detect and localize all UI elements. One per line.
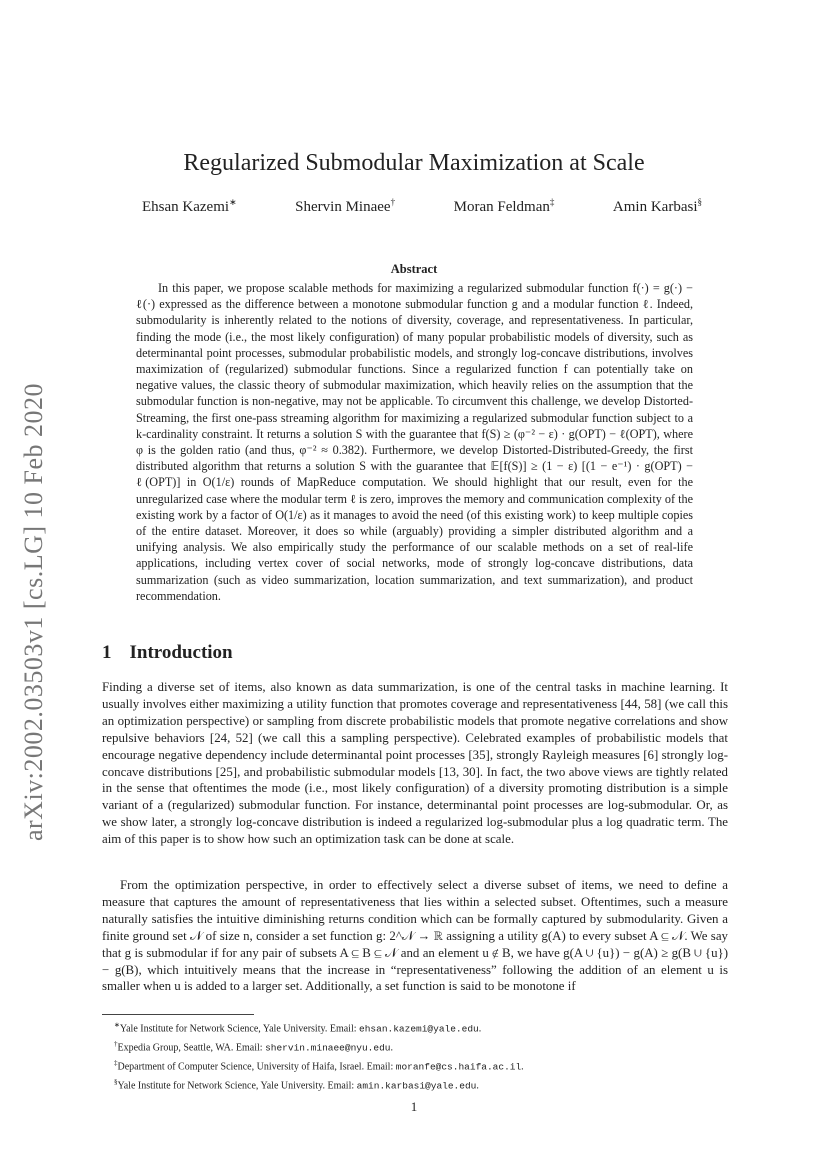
footnote: ∗Yale Institute for Network Science, Yale University. Email: ehsan.kazemi@yale.edu. xyxy=(114,1021,482,1035)
author: Amin Karbasi§ xyxy=(612,197,702,215)
footnotes xyxy=(114,1018,524,1094)
section-title: Introduction xyxy=(129,642,233,663)
footnote-rule xyxy=(102,1014,254,1015)
paper-title: Regularized Submodular Maximization at Scale xyxy=(183,150,645,176)
author-list xyxy=(142,197,702,216)
page-number: 1 xyxy=(410,1099,418,1114)
author: Moran Feldman‡ xyxy=(453,197,555,215)
section-heading xyxy=(102,642,233,664)
arxiv-identifier: arXiv:2002.03503v1 [cs.LG] 10 Feb 2020 xyxy=(19,382,48,842)
section-number: 1 xyxy=(102,642,112,663)
author: Ehsan Kazemi∗ xyxy=(142,197,237,215)
email-link[interactable]: shervin.minaee@nyu.edu xyxy=(265,1042,391,1054)
footnote: ‡Department of Computer Science, University of Haifa, Israel. Email: moranfe@cs.haifa.ac.il. xyxy=(114,1058,524,1073)
email-link[interactable]: amin.karbasi@yale.edu xyxy=(356,1080,477,1092)
intro-paragraph-1: Finding a diverse set of items, also known as data summarization, is one of the central tasks in machine learning. It usually involves either maximizing a utility function that promotes coverage and representativeness [44, 58] (we call this an optimization perspective) or sampling from discrete probabilistic models that promote negative correlations and show repulsive behaviors [24, 52] (we call this a sampling perspective). Celebrated examples of probabilistic models that encourage negative dependency include determinantal point processes [35], strongly Rayleigh measures [6] strongly log-concave distributions [25], and probabilistic submodular models [13, 30]. In fact, the two above views are tightly related in the sense that oftentimes the mode (i.e., most likely configuration) of a diversity promoting distribution is a simple variant of a (regularized) submodular function. For instance, determinantal point processes are log-submodular. Or, as we show later, a strongly log-concave distribution is indeed a regularized log-submodular plus a log quadratic term. The aim of this paper is to show how such an optimization task can be done at scale. xyxy=(102,680,728,847)
email-link[interactable]: ehsan.kazemi@yale.edu xyxy=(359,1023,479,1035)
abstract-heading: Abstract xyxy=(390,262,438,276)
footnote: §Yale Institute for Network Science, Yale University. Email: amin.karbasi@yale.edu. xyxy=(114,1077,479,1092)
email-link[interactable]: moranfe@cs.haifa.ac.il xyxy=(395,1061,522,1073)
author: Shervin Minaee† xyxy=(295,197,396,215)
arxiv-sidebar-stamp xyxy=(14,372,54,852)
intro-paragraph-2: From the optimization perspective, in order to effectively select a diverse subset of items, we need to define a measure that captures the amount of representativeness that lies within a selected subset. Oftentimes, such a measure naturally satisfies the intuitive diminishing returns condition which can be formally captured by submodularity. Given a finite ground set 𝒩 of size n, consider a set function g: 2^𝒩 → ℝ assigning a utility g(A) to every subset A ⊆ 𝒩. We say that g is submodular if for any pair of subsets A ⊆ B ⊆ 𝒩 and an element u ∉ B, we have g(A ∪ {u}) − g(A) ≥ g(B ∪ {u}) − g(B), which intuitively means that the increase in “representativeness” following the addition of an element u is smaller when u is added to a larger set. Additionally, a set function is said to be monotone if xyxy=(102,878,728,994)
footnote: †Expedia Group, Seattle, WA. Email: shervin.minaee@nyu.edu. xyxy=(114,1039,393,1054)
abstract-text: In this paper, we propose scalable methods for maximizing a regularized submodular function f(·) = g(·) − ℓ(·) expressed as the difference between a monotone submodular function g and a modular function ℓ. Indeed, submodularity is inherently related to the notions of diversity, coverage, and representativeness. In particular, finding the mode (i.e., the most likely configuration) of many popular probabilistic models of diversity, such as determinantal point processes, submodular probabilistic models, and strongly log-concave distributions, involves maximization of (regularized) submodular functions. Since a regularized function f can potentially take on negative values, the classic theory of submodular maximization, which heavily relies on the assumption that the submodular function is non-negative, may not be applicable. To circumvent this challenge, we develop Distorted-Streaming, the first one-pass streaming algorithm for maximizing a regularized submodular function subject to a k-cardinality constraint. It returns a solution S with the guarantee that f(S) ≥ (φ⁻² − ε) · g(OPT) − ℓ(OPT), where φ is the golden ratio (and thus, φ⁻² ≈ 0.382). Furthermore, we develop Distorted-Distributed-Greedy, the first distributed algorithm that returns a solution S with the guarantee that 𝔼[f(S)] ≥ (1 − ε) [(1 − e⁻¹) · g(OPT) − ℓ(OPT)] in O(1/ε) rounds of MapReduce computation. We should highlight that our result, even for the unregularized case where the modular term ℓ is zero, improves the memory and communication complexity of the existing work by a factor of O(1/ε) as it manages to avoid the need (of this existing work) to keep multiple copies of the entire dataset. Moreover, it does so while (arguably) providing a simpler distributed algorithm and a unifying analysis. We also empirically study the performance of our scalable methods on a set of real-life applications, including vertex cover of social networks, mode of strongly log-concave distributions, data summarization (such as video summarization, location summarization, and text summarization), and product recommendation. xyxy=(136,281,693,603)
